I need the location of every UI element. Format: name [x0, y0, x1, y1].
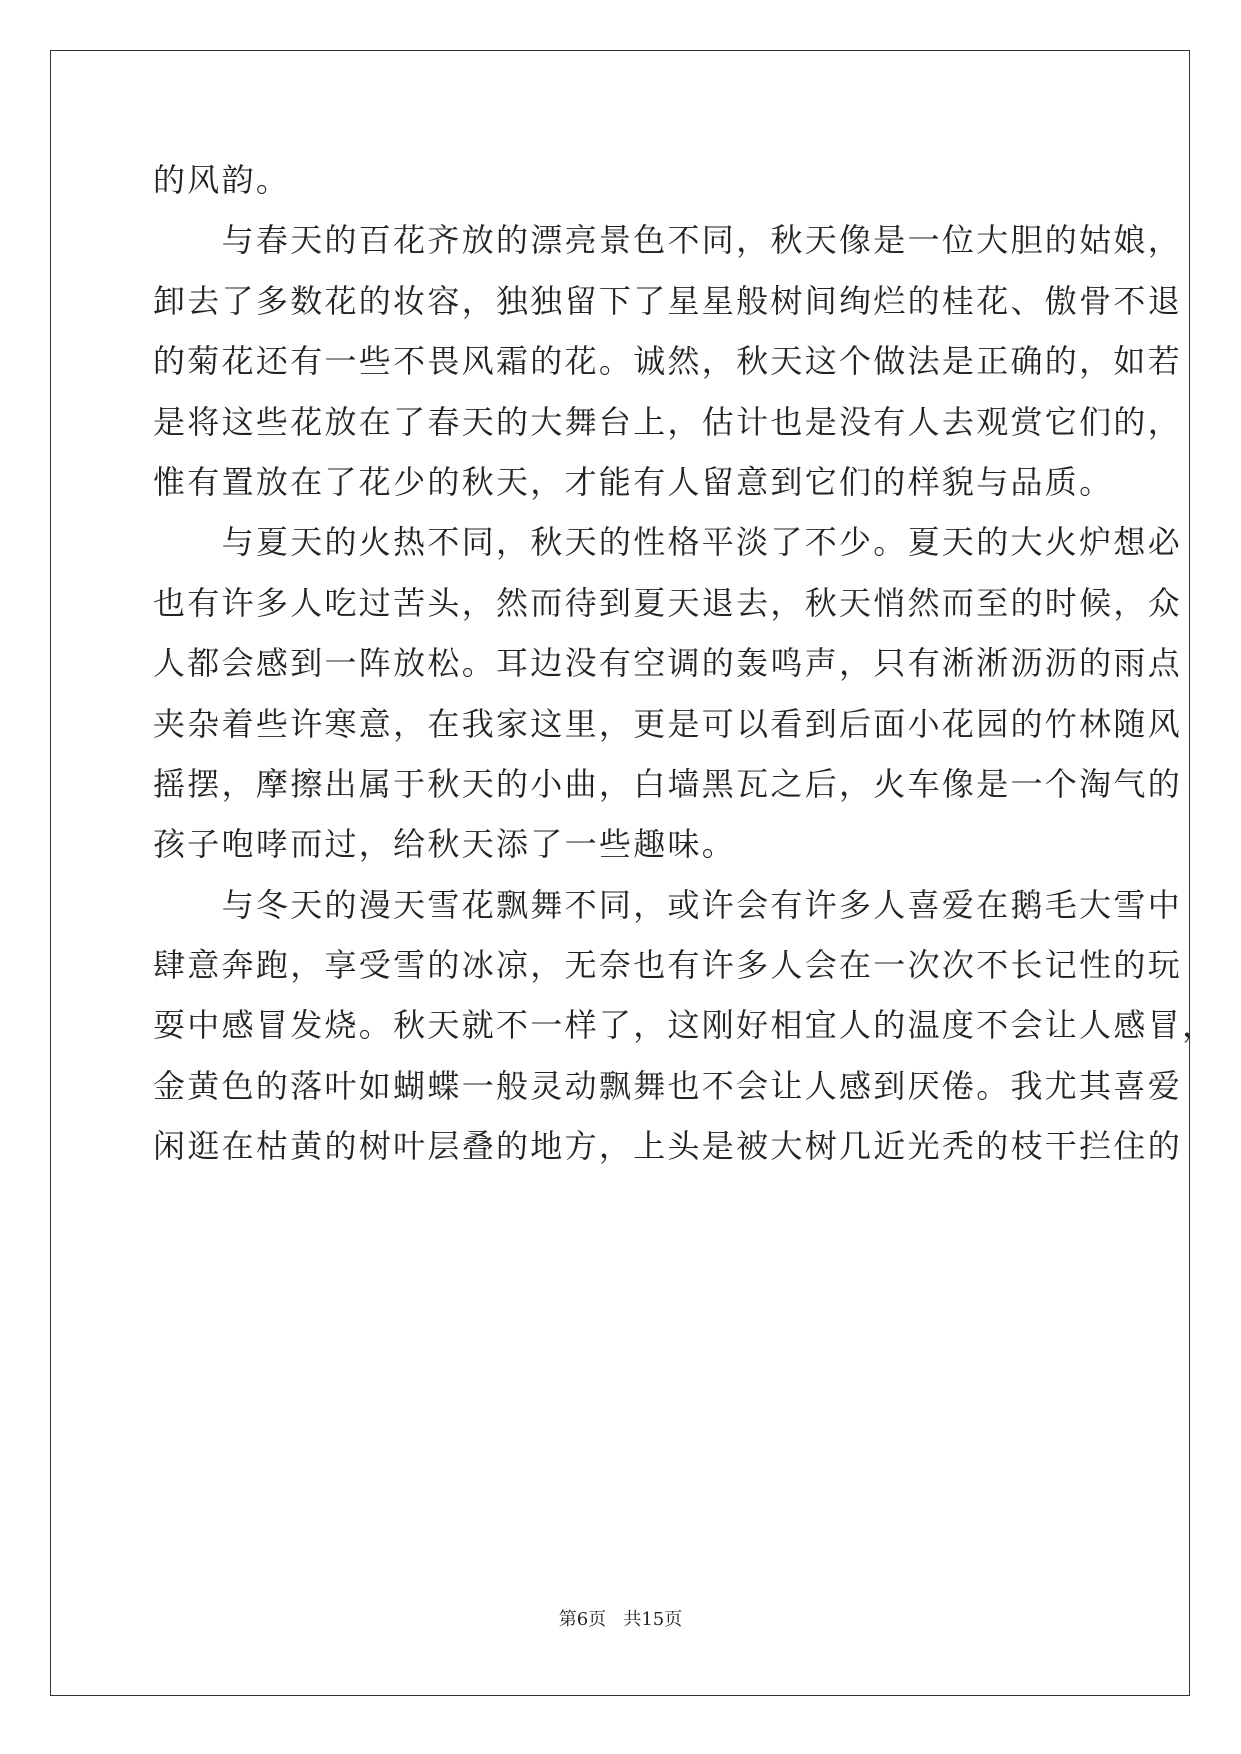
page-footer: 第6页 共15页 — [558, 1609, 683, 1630]
text-line: 摇摆，摩擦出属于秋天的小曲，白墙黑瓦之后，火车像是一个淘气的 — [153, 764, 1183, 803]
text-line: 是将这些花放在了春天的大舞台上，估计也是没有人去观赏它们的， — [153, 402, 1183, 441]
text-line: 肆意奔跑，享受雪的冰凉，无奈也有许多人会在一次次不长记性的玩 — [153, 946, 1183, 985]
text-line: 闲逛在枯黄的树叶层叠的地方，上头是被大树几近光秃的枝干拦住的 — [153, 1127, 1183, 1166]
text-line: 也有许多人吃过苦头，然而待到夏天退去，秋天悄然而至的时候，众 — [153, 583, 1183, 622]
text-line: 的风韵。 — [153, 161, 291, 199]
text-line: 与春天的百花齐放的漂亮景色不同，秋天像是一位大胆的姑娘， — [153, 221, 1183, 260]
text-line: 惟有置放在了花少的秋天，才能有人留意到它们的样貌与品质。 — [153, 462, 1114, 501]
text-line: 的菊花还有一些不畏风霜的花。诚然，秋天这个做法是正确的，如若 — [153, 342, 1183, 381]
text-line: 夹杂着些许寒意，在我家这里，更是可以看到后面小花园的竹林随风 — [153, 704, 1183, 743]
text-line: 耍中感冒发烧。秋天就不一样了，这刚好相宜人的温度不会让人感冒， — [153, 1006, 1217, 1045]
text-line: 与冬天的漫天雪花飘舞不同，或许会有许多人喜爱在鹅毛大雪中 — [153, 885, 1183, 924]
text-line: 卸去了多数花的妆容，独独留下了星星般树间绚烂的桂花、傲骨不退 — [153, 281, 1183, 320]
text-line: 与夏天的火热不同，秋天的性格平淡了不少。夏天的大火炉想必 — [153, 523, 1183, 562]
body-text — [153, 150, 1217, 1177]
text-line: 金黄色的落叶如蝴蝶一般灵动飘舞也不会让人感到厌倦。我尤其喜爱 — [153, 1066, 1183, 1105]
text-line: 孩子咆哮而过，给秋天添了一些趣味。 — [153, 825, 737, 864]
text-line: 人都会感到一阵放松。耳边没有空调的轰鸣声，只有淅淅沥沥的雨点 — [153, 644, 1183, 683]
